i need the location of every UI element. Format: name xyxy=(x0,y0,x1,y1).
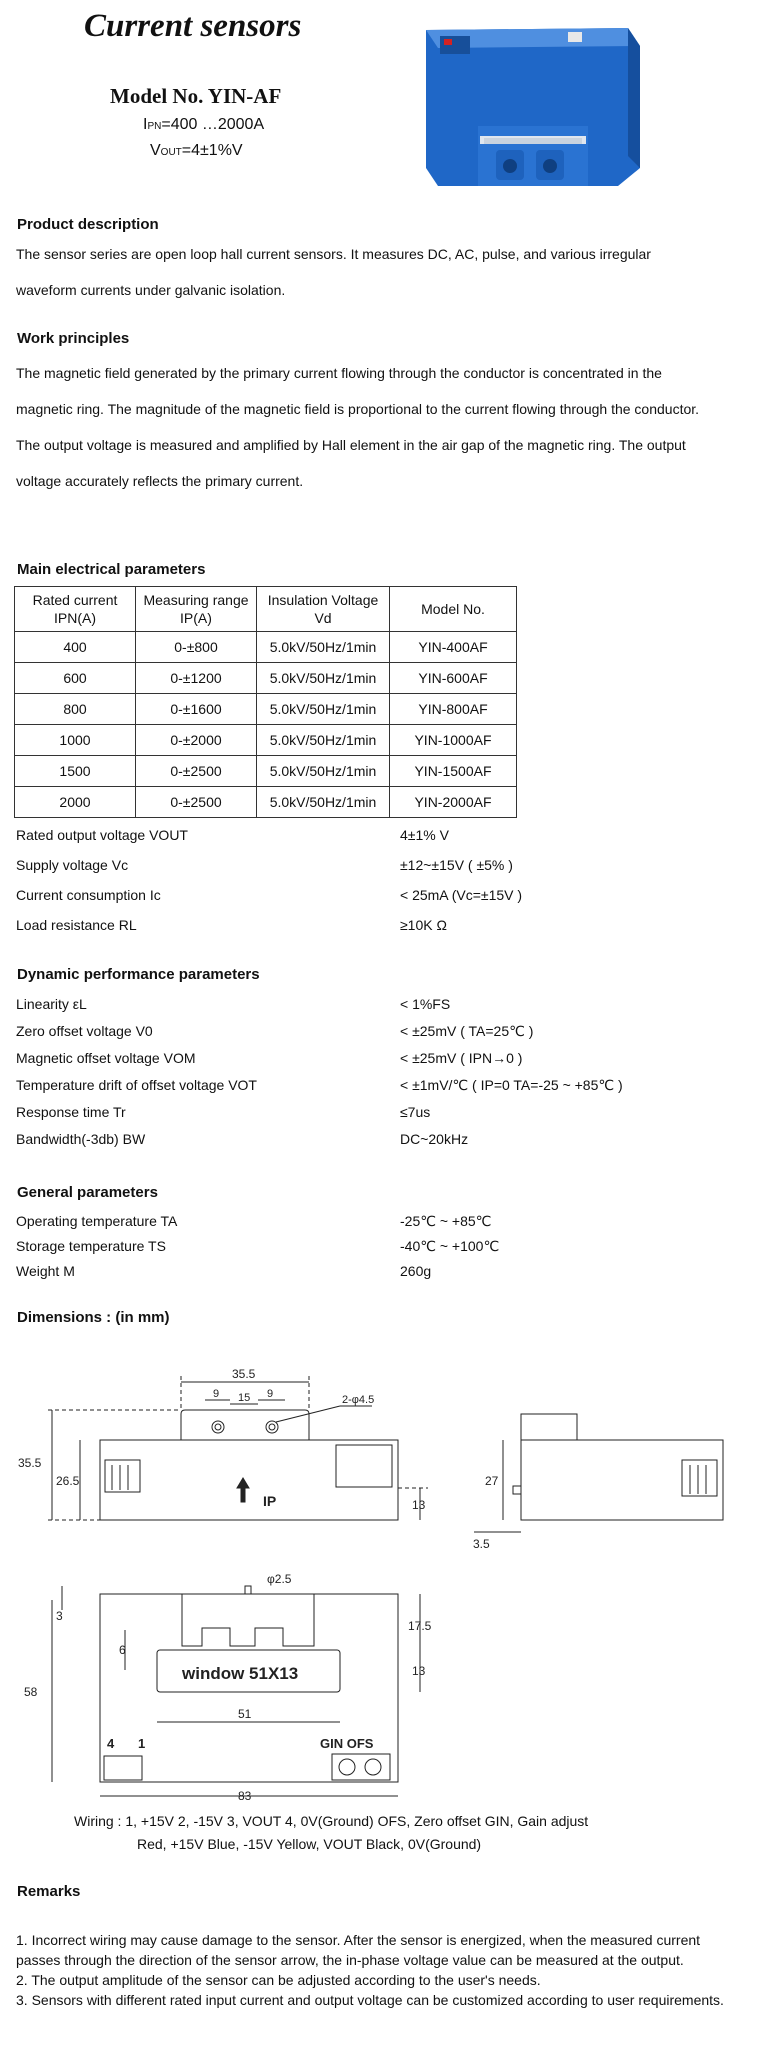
col-insulation: Insulation Voltage Vd xyxy=(257,587,390,632)
table-row: 400 0-±800 5.0kV/50Hz/1min YIN-400AF xyxy=(15,632,517,663)
side-view-body xyxy=(521,1440,723,1520)
svg-text:3.5: 3.5 xyxy=(473,1537,490,1551)
col-rated-current: Rated current IPN(A) xyxy=(15,587,136,632)
svg-text:1: 1 xyxy=(138,1736,146,1751)
description-text: The sensor series are open loop hall current sensors. It measures DC, AC, pulse, and various irregular waveform currents under galvanic isolation. xyxy=(16,246,651,298)
svg-text:IP: IP xyxy=(263,1493,277,1509)
principles-text: The magnetic field generated by the primary current flowing through the conductor is concentrated in the magnetic ring. The magnitude of the magnetic field is proportional to the current flowing through the conductor. The output voltage is measured and amplified by Hall element in the air gap of the magnetic ring. The output voltage accurately reflects the primary current. xyxy=(16,365,700,489)
svg-text:83: 83 xyxy=(238,1789,252,1800)
svg-text:9: 9 xyxy=(267,1388,274,1400)
svg-text:58: 58 xyxy=(24,1685,38,1699)
table-header-row xyxy=(15,587,517,632)
model-number: Model No. YIN-AF xyxy=(110,84,282,108)
dynamic-heading: Dynamic performance parameters xyxy=(17,966,260,983)
svg-text:2-φ4.5: 2-φ4.5 xyxy=(342,1394,375,1406)
svg-text:35.5: 35.5 xyxy=(232,1367,256,1381)
wiring-line-1: Wiring : 1, +15V 2, -15V 3, VOUT 4, 0V(Ground) OFS, Zero offset GIN, Gain adjust xyxy=(74,1813,589,1829)
svg-text:15: 15 xyxy=(238,1392,251,1404)
col-measuring-range: Measuring range IP(A) xyxy=(136,587,257,632)
svg-text:GIN OFS: GIN OFS xyxy=(320,1736,374,1751)
remarks-heading: Remarks xyxy=(17,1883,81,1900)
table-row: 1500 0-±2500 5.0kV/50Hz/1min YIN-1500AF xyxy=(15,756,517,787)
dimensions-heading: Dimensions : (in mm) xyxy=(17,1309,170,1326)
dimension-drawing xyxy=(0,1330,760,1800)
top-view-body xyxy=(100,1440,398,1520)
electrical-table xyxy=(14,586,517,818)
table-row: 2000 0-±2500 5.0kV/50Hz/1min YIN-2000AF xyxy=(15,787,517,818)
remarks-text: 1. Incorrect wiring may cause damage to the sensor. After the sensor is energized, when the measured current passes through the direction of the sensor arrow, the in-phase voltage value can be measured at the output. 2. The output amplitude of the sensor can be adjusted according to the user's needs. 3. Sensors with different rated input current and output voltage can be customized according to user requirements. xyxy=(16,1932,724,2008)
svg-text:26.5: 26.5 xyxy=(56,1474,80,1488)
table-row: 800 0-±1600 5.0kV/50Hz/1min YIN-800AF xyxy=(15,694,517,725)
table-row: 600 0-±1200 5.0kV/50Hz/1min YIN-600AF xyxy=(15,663,517,694)
svg-text:13: 13 xyxy=(412,1498,426,1512)
svg-text:6: 6 xyxy=(119,1643,126,1657)
svg-text:window 51X13: window 51X13 xyxy=(182,1664,299,1683)
svg-text:17.5: 17.5 xyxy=(408,1619,432,1633)
vout-spec: VOUT=4±1%V xyxy=(150,142,243,159)
wiring-line-2: Red, +15V Blue, -15V Yellow, VOUT Black, 0V(Ground) xyxy=(137,1836,482,1852)
svg-text:3: 3 xyxy=(56,1609,63,1623)
principles-heading: Work principles xyxy=(17,330,130,347)
svg-text:51: 51 xyxy=(238,1707,252,1721)
page-title: Current sensors xyxy=(84,8,302,44)
general-heading: General parameters xyxy=(17,1184,158,1201)
electrical-heading: Main electrical parameters xyxy=(17,561,206,578)
svg-text:13: 13 xyxy=(412,1664,426,1678)
svg-text:27: 27 xyxy=(485,1474,499,1488)
top-view-tab xyxy=(181,1410,309,1440)
description-heading: Product description xyxy=(17,216,159,233)
svg-text:φ2.5: φ2.5 xyxy=(267,1572,292,1586)
current-direction-arrow-icon xyxy=(237,1478,249,1502)
table-row: 1000 0-±2000 5.0kV/50Hz/1min YIN-1000AF xyxy=(15,725,517,756)
sensor-photo xyxy=(418,18,668,193)
connector-icon xyxy=(104,1756,142,1780)
svg-text:9: 9 xyxy=(213,1388,220,1400)
svg-text:35.5: 35.5 xyxy=(18,1456,42,1470)
col-model: Model No. xyxy=(390,587,517,632)
ipn-spec: IPN=400 …2000A xyxy=(143,116,265,133)
svg-text:4: 4 xyxy=(107,1736,115,1751)
